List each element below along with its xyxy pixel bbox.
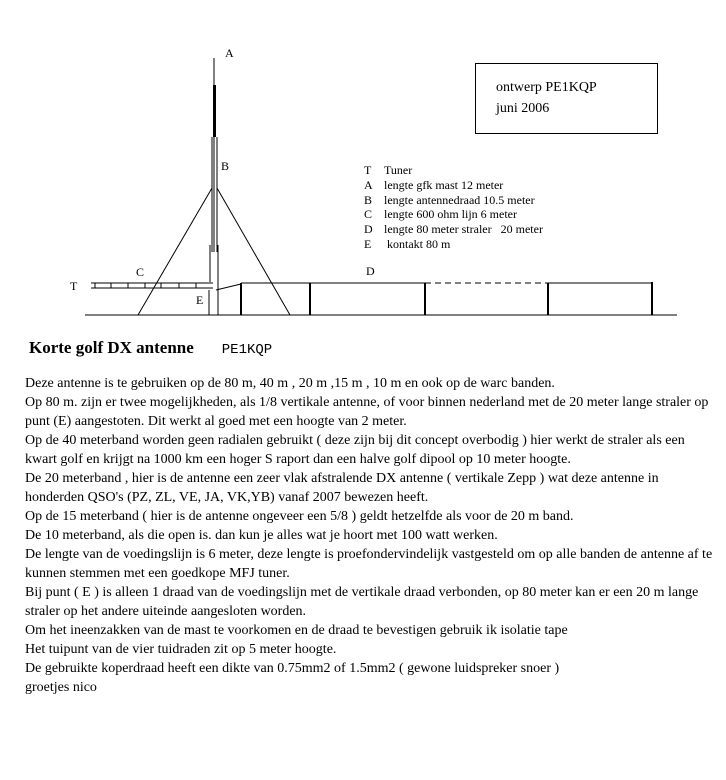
label-e: E bbox=[196, 293, 204, 307]
paragraph: Deze antenne is te gebruiken op de 80 m, 40 m , 20 m ,15 m , 10 m en ook op de warc banden. bbox=[25, 376, 555, 391]
label-t: T bbox=[70, 279, 78, 293]
paragraph: Het tuipunt van de vier tuidraden zit op 5 meter hoogte. bbox=[25, 642, 337, 657]
paragraph: Bij punt ( E ) is alleen 1 draad van de voedingslijn met de vertikale draad verbonden, op 80 meter kan er een 20 m lange straler op het andere uiteinde aangesloten worden. bbox=[25, 585, 699, 619]
legend-item bbox=[364, 222, 543, 237]
paragraph: De gebruikte koperdraad heeft een dikte van 0.75mm2 of 1.5mm2 ( gewone luidspreker snoer ) bbox=[25, 661, 560, 676]
paragraph: Op de 15 meterband ( hier is de antenne ongeveer een 5/8 ) geldt hetzelfde als voor de 20 m band. bbox=[25, 509, 574, 524]
mast-thick-section bbox=[213, 85, 216, 137]
legend-text: lengte antennedraad 10.5 meter bbox=[384, 192, 535, 207]
legend-item bbox=[364, 207, 543, 222]
legend-item bbox=[364, 193, 543, 208]
label-a: A bbox=[225, 46, 234, 60]
paragraph: Om het ineenzakken van de mast te voorkomen en de draad te bevestigen gebruik ik isolatie tape bbox=[25, 623, 568, 638]
legend-key: C bbox=[364, 207, 373, 222]
legend bbox=[364, 163, 543, 252]
label-c: C bbox=[136, 265, 145, 279]
legend-text: lengte gfk mast 12 meter bbox=[384, 177, 504, 192]
legend-item bbox=[364, 163, 543, 178]
antenna-diagram bbox=[0, 0, 726, 330]
label-b: B bbox=[221, 159, 230, 173]
legend-text: Tuner bbox=[384, 163, 413, 177]
paragraph: De 10 meterband, als die open is. dan kun je alles wat je hoort met 100 watt werken. bbox=[25, 528, 498, 543]
legend-text: lengte 600 ohm lijn 6 meter bbox=[384, 207, 517, 222]
paragraph: Op 80 m. zijn er twee mogelijkheden, als 1/8 vertikale antenne, of voor binnen nederland met de 20 meter lange straler op punt (E) aangestoten. Dit werkt al goed met een hoogte van 2 meter. bbox=[25, 395, 709, 429]
legend-text: kontakt 80 m bbox=[387, 236, 451, 251]
ladder-rungs bbox=[95, 283, 196, 288]
label-d: D bbox=[366, 264, 375, 278]
paragraph: groetjes nico bbox=[25, 680, 97, 695]
article-header bbox=[29, 338, 272, 358]
article-body bbox=[25, 374, 715, 697]
legend-text: lengte 80 meter straler 20 meter bbox=[384, 222, 543, 237]
legend-key: T bbox=[364, 163, 372, 177]
legend-key: D bbox=[364, 222, 373, 237]
credit-box bbox=[475, 63, 658, 134]
legend-item bbox=[364, 178, 543, 193]
legend-key: E bbox=[364, 236, 372, 251]
credit-date: juni 2006 bbox=[496, 101, 550, 116]
legend-key: B bbox=[364, 192, 373, 207]
legend-item bbox=[364, 237, 543, 252]
guy-wire-right bbox=[217, 188, 290, 315]
article-callsign: PE1KQP bbox=[221, 342, 273, 358]
paragraph: De 20 meterband , hier is de antenne een zeer vlak afstralende DX antenne ( vertikale Zepp ) wat deze antenne in honderden QSO's (PZ, ZL, VE, JA, VK,YB) vanaf 2007 bewezen heeft. bbox=[25, 471, 659, 505]
legend-key: A bbox=[364, 177, 373, 192]
contact-e-wire bbox=[216, 284, 241, 290]
credit-author: ontwerp PE1KQP bbox=[496, 80, 597, 95]
article-title: Korte golf DX antenne bbox=[29, 338, 194, 357]
paragraph: Op de 40 meterband worden geen radialen gebruikt ( deze zijn bij dit concept overbodig ) hier werkt de straler als een kwart golf en krijgt na 1000 km een hoger S raport dan een halve golf dipool op 10 meter hoogte. bbox=[25, 433, 685, 467]
paragraph: De lengte van de voedingslijn is 6 meter, deze lengte is proefondervindelijk vastgesteld om op alle banden de antenne af te kunnen stemmen met een goedkope MFJ tuner. bbox=[25, 547, 713, 581]
